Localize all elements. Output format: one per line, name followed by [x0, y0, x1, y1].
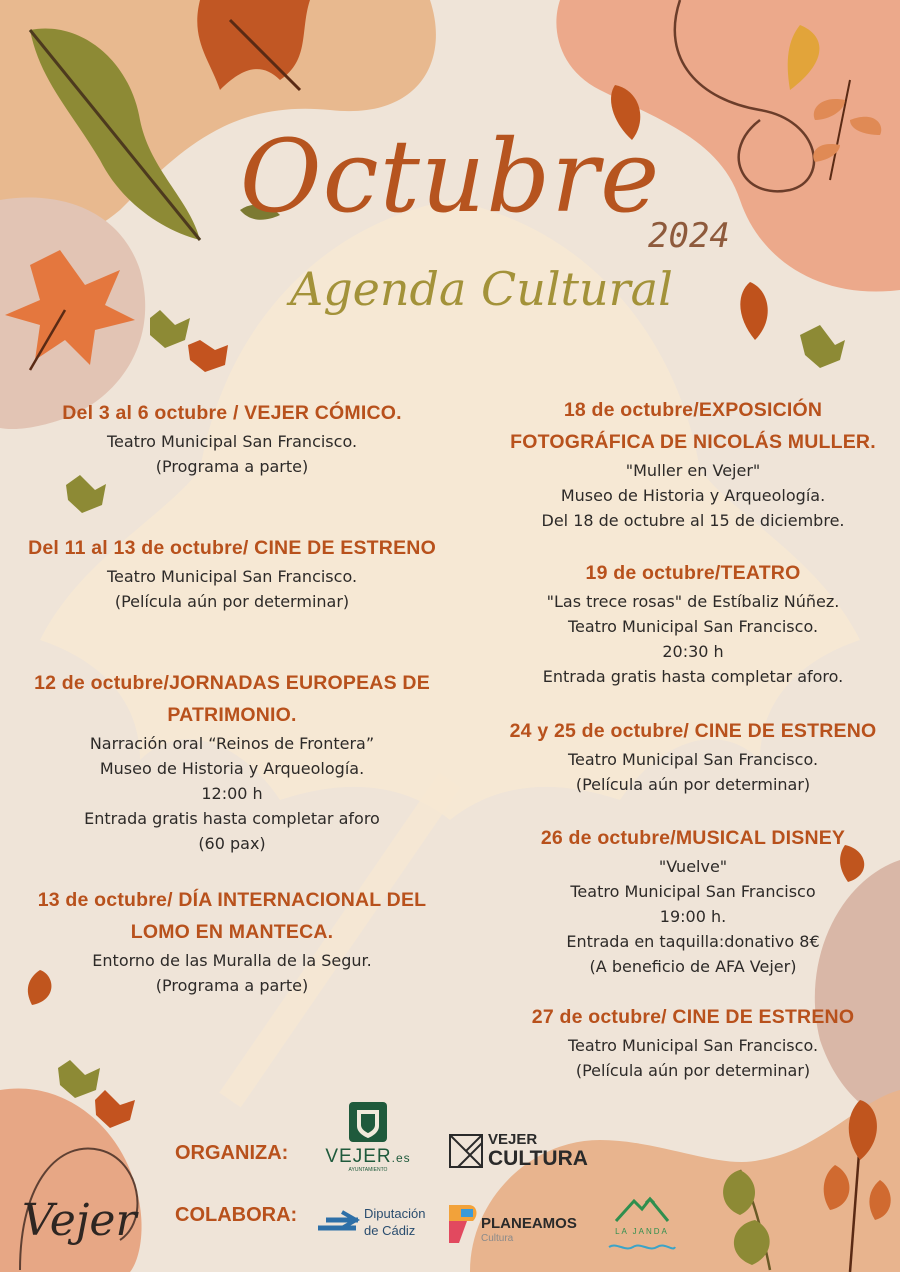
event-detail: "Muller en Vejer"	[625, 461, 761, 480]
olive-maple-leaf-icon-4	[58, 1060, 100, 1098]
event-detail: Teatro Municipal San Francisco.	[106, 567, 358, 586]
left-event-column	[22, 397, 442, 998]
event-title: Del 11 al 13 de octubre/ CINE DE ESTRENO	[28, 537, 436, 559]
event-detail: (Película aún por determinar)	[114, 592, 350, 611]
event-detail: Teatro Municipal San Francisco.	[567, 1036, 819, 1055]
event-detail: (Película aún por determinar)	[575, 1061, 811, 1080]
event-item	[488, 822, 898, 979]
event-title: PATRIMONIO.	[167, 704, 297, 726]
olive-maple-leaf-icon	[800, 325, 845, 368]
diputacion-icon	[316, 1208, 360, 1238]
event-detail: (Programa a parte)	[155, 976, 309, 995]
event-item	[22, 884, 442, 998]
vejer-cultura-icon	[448, 1133, 484, 1169]
event-detail: (Película aún por determinar)	[575, 775, 811, 794]
diputacion-logo	[316, 1206, 436, 1246]
red-maple-leaf-icon	[188, 340, 228, 372]
olive-maple-leaf-icon-2	[150, 310, 190, 348]
planeamos-line2: Cultura	[481, 1233, 514, 1244]
event-detail: (A beneficio de AFA Vejer)	[589, 957, 797, 976]
event-detail: Teatro Municipal San Francisco.	[567, 617, 819, 636]
event-detail: Museo de Historia y Arqueología.	[560, 486, 826, 505]
la-janda-wave-icon	[607, 1242, 677, 1252]
la-janda-logo	[602, 1195, 682, 1245]
event-title: Del 3 al 6 octubre / VEJER CÓMICO.	[62, 402, 402, 424]
event-detail: "Las trece rosas" de Estíbaliz Núñez.	[546, 592, 840, 611]
diputacion-line1: Diputación	[364, 1206, 426, 1221]
event-detail: Entrada gratis hasta completar aforo.	[542, 667, 844, 686]
colabora-label: COLABORA:	[175, 1204, 298, 1226]
planeamos-icon	[447, 1203, 481, 1245]
event-detail: 20:30 h	[662, 642, 724, 661]
planeamos-line1: PLANEAMOS	[481, 1215, 577, 1232]
vejer-cultura-line2: CULTURA	[488, 1147, 588, 1170]
event-detail: Del 18 de octubre al 15 de diciembre.	[541, 511, 845, 530]
event-detail: (Programa a parte)	[155, 457, 309, 476]
vejer-logo-text: VEJER	[325, 1146, 392, 1167]
vejer-logo-sub: AYUNTAMIENTO	[348, 1167, 388, 1173]
event-item	[22, 667, 442, 856]
event-item	[488, 715, 898, 797]
event-detail: 12:00 h	[201, 784, 263, 803]
event-detail: Entrada gratis hasta completar aforo	[84, 809, 380, 828]
event-item	[488, 1001, 898, 1083]
event-title: FOTOGRÁFICA DE NICOLÁS MULLER.	[510, 431, 876, 453]
red-maple-leaf-icon-2	[95, 1090, 135, 1128]
subtitle: Agenda Cultural	[290, 262, 673, 316]
event-item	[22, 397, 442, 479]
event-detail: "Vuelve"	[658, 857, 728, 876]
event-title: 18 de octubre/EXPOSICIÓN	[563, 399, 823, 421]
event-detail: Entorno de las Muralla de la Segur.	[92, 951, 372, 970]
event-title: 27 de octubre/ CINE DE ESTRENO	[531, 1006, 855, 1028]
vejer-cultura-line1: VEJER	[488, 1131, 538, 1148]
event-detail: Entrada en taquilla:donativo 8€	[566, 932, 820, 951]
event-title: LOMO EN MANTECA.	[130, 921, 334, 943]
brown-leaf-icon-2	[740, 282, 767, 340]
event-detail: 19:00 h.	[659, 907, 727, 926]
event-detail: Teatro Municipal San Francisco.	[567, 750, 819, 769]
event-title: 26 de octubre/MUSICAL DISNEY	[540, 827, 846, 849]
event-title: 19 de octubre/TEATRO	[585, 562, 801, 584]
year-label: 2024	[648, 216, 730, 256]
la-janda-mountain-icon	[612, 1195, 672, 1223]
right-event-column	[488, 394, 898, 1083]
event-item	[488, 557, 898, 689]
event-item	[488, 394, 898, 533]
page-title: Octubre	[239, 118, 661, 235]
diputacion-line2: de Cádiz	[364, 1223, 416, 1238]
event-detail: Museo de Historia y Arqueología.	[99, 759, 365, 778]
event-title: 13 de octubre/ DÍA INTERNACIONAL DEL	[37, 889, 427, 911]
event-title: 24 y 25 de octubre/ CINE DE ESTRENO	[509, 720, 877, 742]
event-detail: Narración oral “Reinos de Frontera”	[89, 734, 375, 753]
coat-of-arms-icon	[347, 1100, 389, 1144]
vejer-ayuntamiento-logo	[322, 1100, 414, 1175]
event-detail: (60 pax)	[198, 834, 266, 853]
event-title: 12 de octubre/JORNADAS EUROPEAS DE	[34, 672, 430, 694]
vejer-signature: Vejer	[22, 1195, 137, 1246]
la-janda-text: LA JANDA	[615, 1227, 669, 1236]
planeamos-logo	[447, 1203, 587, 1249]
vejer-logo-suffix: .es	[391, 1151, 411, 1165]
event-detail: Teatro Municipal San Francisco	[570, 882, 816, 901]
event-detail: Teatro Municipal San Francisco.	[106, 432, 358, 451]
event-item	[22, 532, 442, 614]
vejer-cultura-logo	[448, 1132, 598, 1172]
organiza-label: ORGANIZA:	[175, 1142, 289, 1164]
